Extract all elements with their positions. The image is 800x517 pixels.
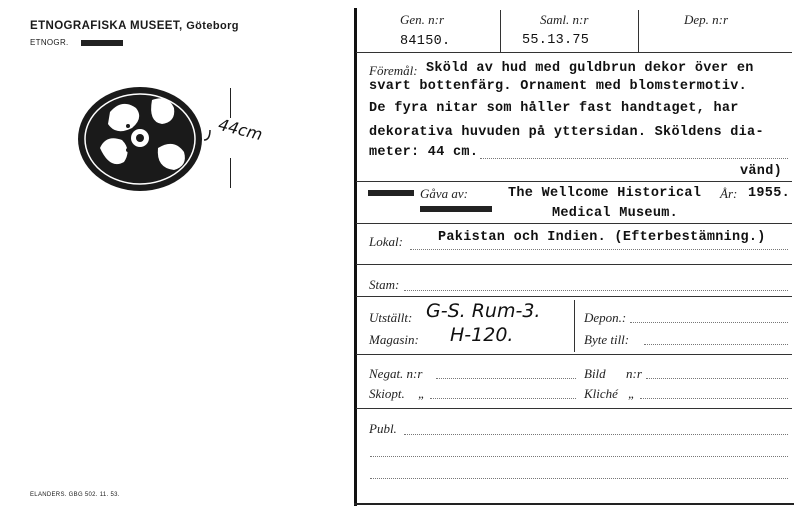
museum-name: ETNOGRAFISKA MUSEET, [30, 20, 183, 32]
depon-dots [630, 322, 788, 323]
utstallt-divider [574, 300, 575, 352]
foremal-dots-5 [480, 158, 788, 159]
gava-giver-2: Medical Museum. [552, 206, 679, 221]
gen-value: 84150. [400, 34, 451, 49]
gava-giver-1: The Wellcome Historical [508, 186, 702, 201]
publ-dots-1 [404, 434, 788, 435]
header-rule [356, 52, 792, 53]
museum-city: Göteborg [186, 20, 239, 32]
size-note: 44cm [216, 114, 265, 145]
shield-drawing [70, 82, 220, 197]
museum-title [30, 20, 239, 32]
foremal-line-3: De fyra nitar som håller fast handtaget, har [369, 101, 739, 116]
foremal-label: Föremål: [369, 63, 418, 78]
printer-imprint: ELANDERS. GBG 502. 11. 53. [30, 492, 120, 498]
publ-label: Publ. [369, 421, 397, 436]
size-mark-top [230, 88, 231, 118]
gen-label: Gen. n:r [400, 12, 445, 27]
lokal-value: Pakistan och Indien. (Efterbestämning.) [438, 230, 766, 245]
utstallt-value: G-S. Rum-3. [426, 300, 541, 322]
bild-nr: n:r [626, 366, 642, 381]
negat-label: Negat. n:r [369, 366, 423, 381]
stam-rule [356, 296, 792, 297]
byte-label: Byte till: [584, 332, 630, 347]
depon-label: Depon.: [584, 310, 627, 325]
stam-dots [404, 290, 788, 291]
magasin-rule [356, 354, 792, 355]
kliche-ditto: „ [628, 386, 636, 401]
lokal-dots [410, 249, 788, 250]
foremal-line-2: svart bottenfärg. Ornament med blomstermotiv. [369, 79, 748, 94]
foremal-line-5: meter: 44 cm. [369, 145, 479, 160]
foremal-line-1: Sköld av hud med guldbrun dekor över en [426, 61, 754, 76]
ar-value: 1955. [748, 186, 791, 201]
gava-strike-2 [420, 206, 492, 212]
skiopt-dots [430, 398, 576, 399]
etnogr-line [30, 38, 123, 47]
utstallt-label: Utställt: [369, 310, 413, 325]
dep-label: Dep. n:r [684, 12, 729, 27]
publ-dots-3 [370, 478, 788, 479]
card-left-border [354, 8, 357, 506]
col-divider-2 [638, 10, 639, 52]
negat-dots [436, 378, 576, 379]
lokal-rule [356, 264, 792, 265]
publ-dots-2 [370, 456, 788, 457]
etnogr-label: ETNOGR. [30, 38, 69, 47]
magasin-value: H-120. [450, 324, 514, 346]
skiopt-label: Skiopt. [369, 386, 405, 401]
magasin-label: Magasin: [369, 332, 419, 347]
kliche-dots [640, 398, 788, 399]
size-mark-bottom [230, 158, 231, 188]
saml-value: 55.13.75 [522, 33, 590, 48]
etnogr-strike [81, 40, 123, 46]
foremal-vand: vänd) [740, 164, 783, 179]
bild-dots [646, 378, 788, 379]
skiopt-rule [356, 408, 792, 409]
kliche-label: Kliché [584, 386, 618, 401]
skiopt-ditto: „ [418, 386, 426, 401]
card-bottom-border [354, 503, 794, 505]
bild-label: Bild [584, 366, 606, 381]
gava-rule [356, 223, 792, 224]
stam-label: Stam: [369, 277, 400, 292]
byte-dots [644, 344, 788, 345]
gava-label: Gåva av: [420, 186, 469, 201]
gava-strike [368, 190, 414, 196]
lokal-label: Lokal: [369, 234, 403, 249]
saml-label: Saml. n:r [540, 12, 589, 27]
ar-label: År: [720, 186, 738, 201]
foremal-rule [356, 181, 792, 182]
col-divider-1 [500, 10, 501, 52]
foremal-line-4: dekorativa huvuden på yttersidan. Sköldens dia- [369, 125, 764, 140]
